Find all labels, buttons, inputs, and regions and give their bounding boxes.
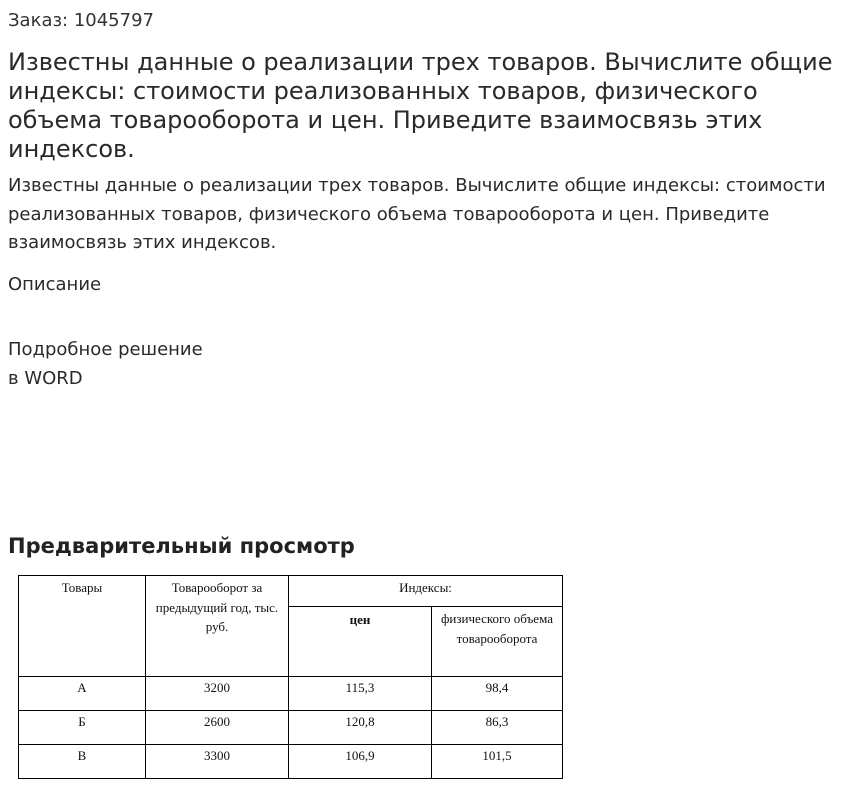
cell-goods: В <box>19 745 146 779</box>
cell-volume: 98,4 <box>432 677 563 711</box>
header-volume: физического объема товарооборота <box>432 607 563 677</box>
preview-table <box>18 575 563 779</box>
header-indices: Индексы: <box>289 576 563 607</box>
page-title: Известны данные о реализации трех товаров. Вычислите общие индексы: стоимости реализованных товаров, физического объема товарооборота и цен. Приведите взаимосвязь этих индексов. <box>8 48 833 163</box>
solution-info <box>8 335 408 393</box>
table-row <box>19 677 563 711</box>
cell-prices: 115,3 <box>289 677 432 711</box>
table-row <box>19 711 563 745</box>
cell-volume: 101,5 <box>432 745 563 779</box>
cell-turnover: 2600 <box>146 711 289 745</box>
cell-prices: 106,9 <box>289 745 432 779</box>
cell-volume: 86,3 <box>432 711 563 745</box>
header-goods: Товары <box>19 576 146 677</box>
cell-turnover: 3200 <box>146 677 289 711</box>
solution-line-1: Подробное решение <box>8 339 203 360</box>
cell-goods: Б <box>19 711 146 745</box>
cell-goods: А <box>19 677 146 711</box>
cell-prices: 120,8 <box>289 711 432 745</box>
table-header-row <box>19 576 563 607</box>
table-row <box>19 745 563 779</box>
order-number: Заказ: 1045797 <box>8 10 154 31</box>
header-prices: цен <box>289 607 432 677</box>
task-description: Известны данные о реализации трех товаров. Вычислите общие индексы: стоимости реализованных товаров, физического объема товарооборота и цен. Приведите взаимосвязь этих индексов. <box>8 175 826 253</box>
solution-line-2: в WORD <box>8 368 83 389</box>
cell-turnover: 3300 <box>146 745 289 779</box>
description-label: Описание <box>8 274 102 295</box>
preview-heading: Предварительный просмотр <box>8 534 355 558</box>
header-turnover: Товарооборот за предыдущий год, тыс. руб. <box>146 576 289 677</box>
